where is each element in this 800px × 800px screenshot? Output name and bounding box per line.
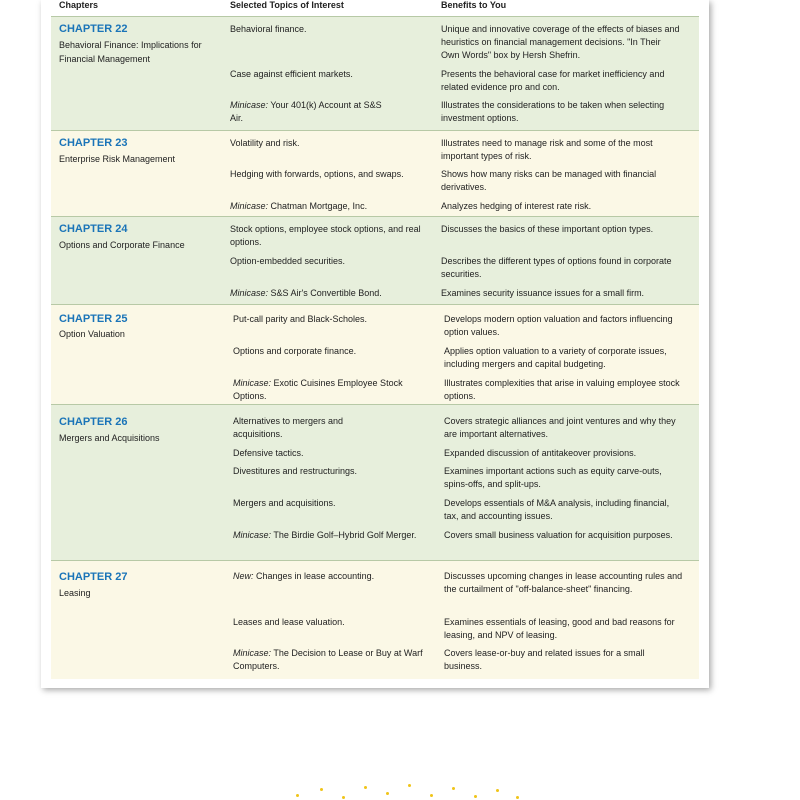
- topic-text: S&S Air's Convertible Bond.: [268, 288, 382, 298]
- chapter-number: CHAPTER 22: [59, 23, 128, 35]
- topic-prefix: Minicase:: [233, 378, 272, 388]
- topic-text: The Decision to Lease or Buy at Warf Computers.: [233, 648, 423, 671]
- topic-text: Exotic Cuisines Employee Stock Options.: [233, 378, 403, 401]
- topic-text: Option-embedded securities.: [230, 256, 346, 266]
- chapter-number: CHAPTER 26: [59, 416, 128, 428]
- decor-dot: [430, 794, 433, 797]
- topic-cell: [230, 287, 430, 300]
- topic-prefix: Minicase:: [233, 530, 272, 540]
- chapter-section: [51, 304, 699, 405]
- topic-text: Alternatives to mergers and acquisitions.: [233, 416, 344, 439]
- benefit-cell: Examines important actions such as equity carve-outs, spins-offs, and split-ups.: [444, 466, 662, 489]
- topic-cell: [233, 616, 433, 629]
- topic-text: Defensive tactics.: [233, 448, 304, 458]
- chapter-title: Leasing: [59, 588, 91, 598]
- chapter-title: Option Valuation: [59, 329, 125, 339]
- benefit-cell: Discusses the basics of these important option types.: [441, 224, 654, 234]
- benefit-cell: Covers strategic alliances and joint ventures and why they are important alternatives.: [444, 416, 676, 439]
- topic-cell: [230, 99, 395, 125]
- decor-dot: [408, 784, 411, 787]
- topic-text: Options and corporate finance.: [233, 346, 357, 356]
- topic-cell: [233, 377, 413, 403]
- topic-text: Your 401(k) Account at S&S Air.: [230, 100, 382, 123]
- decor-dot: [364, 786, 367, 789]
- topic-prefix: Minicase:: [233, 648, 272, 658]
- chapter-section: [51, 216, 699, 305]
- topic-cell: [233, 465, 433, 478]
- document-card: [41, 0, 709, 688]
- benefit-cell: Covers lease-or-buy and related issues for a small business.: [444, 648, 645, 671]
- topic-cell: [233, 570, 433, 583]
- chapter-title: Behavioral Finance: Implications for Financial Management: [59, 40, 202, 64]
- topic-cell: [230, 223, 425, 249]
- benefit-cell: Covers small business valuation for acquisition purposes.: [444, 530, 673, 540]
- benefit-cell: Presents the behavioral case for market inefficiency and related evidence pro and con.: [441, 69, 665, 92]
- chapter-section: [51, 560, 699, 679]
- topic-text: Volatility and risk.: [230, 138, 300, 148]
- topic-text: Changes in lease accounting.: [253, 571, 375, 581]
- topic-prefix: Minicase:: [230, 288, 269, 298]
- decor-dot: [452, 787, 455, 790]
- topic-text: Put-call parity and Black-Scholes.: [233, 314, 368, 324]
- topic-cell: [233, 415, 393, 441]
- topic-text: Behavioral finance.: [230, 24, 307, 34]
- chapter-section: [51, 404, 699, 561]
- column-header-benefits: Benefits to You: [441, 0, 507, 10]
- chapter-title: Options and Corporate Finance: [59, 240, 185, 250]
- topic-cell: [230, 137, 430, 150]
- decor-dot: [516, 796, 519, 799]
- chapter-section: [51, 16, 699, 131]
- chapter-title: Enterprise Risk Management: [59, 154, 176, 164]
- topic-cell: [233, 447, 433, 460]
- benefit-cell: Shows how many risks can be managed with financial derivatives.: [441, 169, 657, 192]
- topic-text: Case against efficient markets.: [230, 69, 353, 79]
- benefit-cell: Develops essentials of M&A analysis, including financial, tax, and accounting issues.: [444, 498, 670, 521]
- benefit-cell: Examines security issuance issues for a small firm.: [441, 288, 645, 298]
- decor-dot: [386, 792, 389, 795]
- benefit-cell: Unique and innovative coverage of the effects of biases and heuristics on financial management decisions. "In Their Own Words" box by Hersh Shefrin.: [441, 24, 680, 60]
- topic-cell: [233, 313, 433, 326]
- column-header-chapters: Chapters: [59, 0, 99, 10]
- topic-prefix: Minicase:: [230, 201, 269, 211]
- topic-text: The Birdie Golf–Hybrid Golf Merger.: [271, 530, 417, 540]
- chapter-section: [51, 130, 699, 217]
- benefit-cell: Examines essentials of leasing, good and bad reasons for leasing, and NPV of leasing.: [444, 617, 675, 640]
- chapter-number: CHAPTER 24: [59, 223, 128, 235]
- topic-text: Chatman Mortgage, Inc.: [268, 201, 368, 211]
- topic-cell: [230, 23, 430, 36]
- chapter-number: CHAPTER 23: [59, 137, 128, 149]
- decor-dot: [296, 794, 299, 797]
- benefit-cell: Illustrates complexities that arise in valuing employee stock options.: [444, 378, 680, 401]
- topic-text: Divestitures and restructurings.: [233, 466, 358, 476]
- topic-cell: [230, 68, 430, 81]
- topic-cell: [233, 529, 428, 542]
- benefit-cell: Illustrates the considerations to be taken when selecting investment options.: [441, 100, 665, 123]
- benefit-cell: Develops modern option valuation and factors influencing option values.: [444, 314, 673, 337]
- decorative-dots: [290, 780, 530, 800]
- decor-dot: [342, 796, 345, 799]
- chapter-number: CHAPTER 25: [59, 313, 128, 325]
- benefit-cell: Applies option valuation to a variety of corporate issues, including mergers and capital budgeting.: [444, 346, 667, 369]
- benefit-cell: Analyzes hedging of interest rate risk.: [441, 201, 592, 211]
- topic-cell: [233, 497, 433, 510]
- chapter-number: CHAPTER 27: [59, 571, 128, 583]
- topic-cell: [230, 168, 415, 181]
- decor-dot: [320, 788, 323, 791]
- topic-cell: [233, 647, 428, 673]
- topic-cell: [230, 200, 430, 213]
- decor-dot: [496, 789, 499, 792]
- topic-text: Hedging with forwards, options, and swaps.: [230, 169, 404, 179]
- topic-text: Stock options, employee stock options, and real options.: [230, 224, 421, 247]
- decor-dot: [474, 795, 477, 798]
- benefit-cell: Discusses upcoming changes in lease accounting rules and the curtailment of "off-balance-sheet" financing.: [444, 571, 683, 594]
- column-header-topics: Selected Topics of Interest: [230, 0, 344, 10]
- benefit-cell: Expanded discussion of antitakeover provisions.: [444, 448, 637, 458]
- chapter-title: Mergers and Acquisitions: [59, 433, 160, 443]
- topic-prefix: Minicase:: [230, 100, 269, 110]
- topic-cell: [230, 255, 430, 268]
- topic-text: Mergers and acquisitions.: [233, 498, 336, 508]
- benefit-cell: Describes the different types of options found in corporate securities.: [441, 256, 672, 279]
- topic-text: Leases and lease valuation.: [233, 617, 345, 627]
- topic-prefix: New:: [233, 571, 254, 581]
- benefit-cell: Illustrates need to manage risk and some of the most important types of risk.: [441, 138, 653, 161]
- topic-cell: [233, 345, 433, 358]
